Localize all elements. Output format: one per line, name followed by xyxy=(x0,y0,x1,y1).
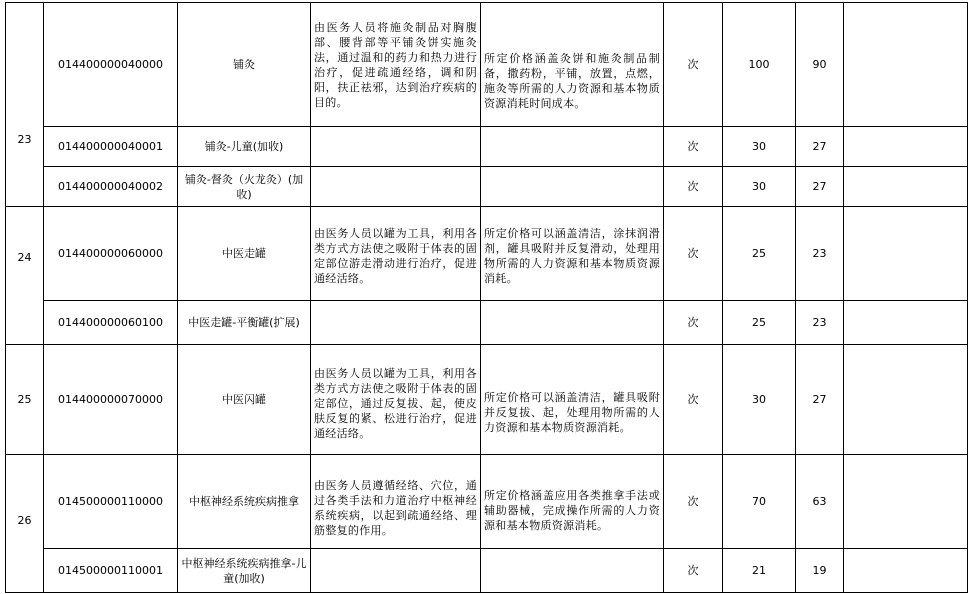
table-row xyxy=(6,207,968,301)
price-cell: 27 xyxy=(796,345,844,455)
code-cell: 014500000110000 xyxy=(44,455,178,549)
code-cell: 014400000040001 xyxy=(44,127,178,167)
code-cell: 014400000070000 xyxy=(44,345,178,455)
pricing-cell xyxy=(481,301,664,345)
content-cell: 由医务人员将施灸制品对胸腹部、腰背部等平铺灸饼实施灸法，通过温和的药力和热力进行治疗，促进疏通经络，调和阴 阳，扶正祛邪，达到治疗疾病的目的。 xyxy=(311,3,481,127)
pricing-cell xyxy=(481,549,664,593)
name-cell: 铺灸-儿童(加收) xyxy=(178,127,311,167)
price-cell: 23 xyxy=(796,301,844,345)
content-cell: 由医务人员遵循经络、穴位，通过各类手法和力道治疗中枢神经系统疾病，以起到疏通经络、理筋整复的作用。 xyxy=(311,455,481,549)
code-cell: 014500000110001 xyxy=(44,549,178,593)
price-cell: 30 xyxy=(723,345,796,455)
price-cell: 21 xyxy=(723,549,796,593)
code-cell: 014400000040000 xyxy=(44,3,178,127)
unit-cell: 次 xyxy=(664,345,723,455)
unit-cell: 次 xyxy=(664,207,723,301)
note-cell xyxy=(844,3,968,127)
price-cell: 63 xyxy=(796,455,844,549)
pricing-cell xyxy=(481,127,664,167)
pricing-cell: 所定价格涵盖应用各类推拿手法或辅助器械，完成操作所需的人力资源和基本物质资源消耗。 xyxy=(481,455,664,549)
seq-cell: 23 xyxy=(6,3,44,207)
table-row xyxy=(6,127,968,167)
name-cell: 中医走罐 xyxy=(178,207,311,301)
table-row xyxy=(6,167,968,207)
price-cell: 90 xyxy=(796,3,844,127)
pricing-cell: 所定价格可以涵盖清洁，罐具吸附并反复拔、起，处理用物所需的人力资源和基本物质资源消耗。 xyxy=(481,345,664,455)
content-cell xyxy=(311,127,481,167)
content-cell xyxy=(311,167,481,207)
code-cell: 014400000060000 xyxy=(44,207,178,301)
name-cell: 中医闪罐 xyxy=(178,345,311,455)
table-row xyxy=(6,345,968,455)
seq-cell: 26 xyxy=(6,455,44,593)
pricing-cell: 所定价格可以涵盖清洁，涂抹润滑剂，罐具吸附并反复滑动，处理用物所需的人力资源和基本物质资源消耗。 xyxy=(481,207,664,301)
pricing-cell: 所定价格涵盖灸饼和施灸制品制备，撒药粉，平铺，放置，点燃，施灸等所需的人力资源和基本物质资源消耗时间成本。 xyxy=(481,3,664,127)
note-cell xyxy=(844,455,968,549)
note-cell xyxy=(844,301,968,345)
price-cell: 25 xyxy=(723,301,796,345)
name-cell: 中枢神经系统疾病推拿 xyxy=(178,455,311,549)
pricing-cell xyxy=(481,167,664,207)
price-cell: 70 xyxy=(723,455,796,549)
price-cell: 23 xyxy=(796,207,844,301)
note-cell xyxy=(844,127,968,167)
table-row xyxy=(6,301,968,345)
content-cell xyxy=(311,549,481,593)
price-cell: 25 xyxy=(723,207,796,301)
price-cell: 27 xyxy=(796,127,844,167)
note-cell xyxy=(844,549,968,593)
note-cell xyxy=(844,207,968,301)
content-cell xyxy=(311,301,481,345)
price-cell: 27 xyxy=(796,167,844,207)
code-cell: 014400000040002 xyxy=(44,167,178,207)
name-cell: 铺灸-督灸（火龙灸）(加收) xyxy=(178,167,311,207)
price-table xyxy=(5,2,968,593)
seq-cell: 25 xyxy=(6,345,44,455)
unit-cell: 次 xyxy=(664,127,723,167)
note-cell xyxy=(844,167,968,207)
price-cell: 30 xyxy=(723,127,796,167)
price-cell: 19 xyxy=(796,549,844,593)
content-cell: 由医务人员以罐为工具，利用各类方式方法使之吸附于体表的固定部位游走滑动进行治疗，促进通经活络。 xyxy=(311,207,481,301)
unit-cell: 次 xyxy=(664,3,723,127)
code-cell: 014400000060100 xyxy=(44,301,178,345)
price-cell: 30 xyxy=(723,167,796,207)
note-cell xyxy=(844,345,968,455)
unit-cell: 次 xyxy=(664,301,723,345)
price-cell: 100 xyxy=(723,3,796,127)
name-cell: 铺灸 xyxy=(178,3,311,127)
table-row xyxy=(6,3,968,127)
seq-cell: 24 xyxy=(6,207,44,345)
unit-cell: 次 xyxy=(664,549,723,593)
table-row xyxy=(6,455,968,549)
table-row xyxy=(6,549,968,593)
name-cell: 中枢神经系统疾病推拿-儿童(加收) xyxy=(178,549,311,593)
name-cell: 中医走罐-平衡罐(扩展) xyxy=(178,301,311,345)
content-cell: 由医务人员以罐为工具，利用各类方式方法使之吸附于体表的固定部位，通过反复拔、起，使皮肤反复的紧、松进行治疗，促进通经活络。 xyxy=(311,345,481,455)
unit-cell: 次 xyxy=(664,167,723,207)
unit-cell: 次 xyxy=(664,455,723,549)
